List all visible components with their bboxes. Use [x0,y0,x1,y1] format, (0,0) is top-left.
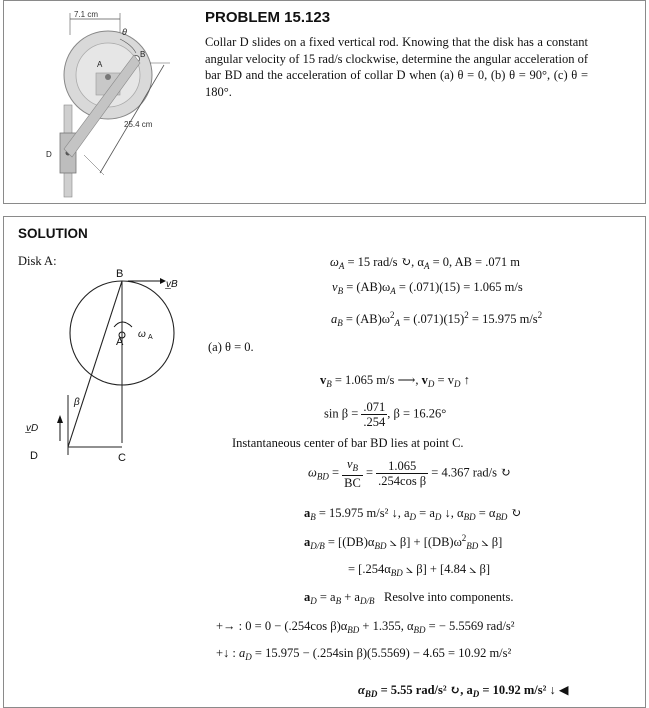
sketch-label-omega-sub: A [148,334,153,341]
pin-a [105,74,111,80]
eq-adb-2: = [$.254\alpha_{BD}$ ⦣ β] + [4.84 ⦣ β] [348,562,491,578]
fig-label-b: B [140,50,146,59]
final-answer: $\alpha_{BD} = 5.55$ rad/s² ↻, $a_D = 10.92$ m/s² ↓ ◀ [358,683,569,699]
sketch-label-vd: v̲D [26,423,39,434]
eq-omega: $\omega_A = 15$ rad/s ↻, $\alpha_A = 0$, AB = .071 m [330,255,520,271]
problem-panel [3,0,646,204]
dim-top-label: 7.1 cm [74,10,99,19]
sketch-label-b: B [116,268,124,280]
case-a: (a) θ = 0. [208,340,254,354]
eq-velocities: $v_B = 1.065$ m/s ⟶, $v_D = v_D$ ↑ [320,373,470,389]
eq-sin-beta: sin β = $\frac{.071}{.254}$ , β = 16.26° [324,400,447,429]
eq-accels: $a_B = 15.975$ m/s² ↓, $a_D = a_D$ ↓, $\alpha_{BD} = \alpha_{BD}$ ↻ [304,506,522,522]
ic-text: Instantaneous center of bar BD lies at point C. [232,436,464,450]
eq-comp-x: +→ : 0 = 0 − (.254cos $\beta)\alpha_{BD} + 1.355$, $\alpha_{BD}$ = − 5.5569 rad/s² [216,619,515,635]
problem-figure [12,5,202,200]
fig-label-a: A [97,60,103,69]
eq-ab: $a_B = (AB)\omega^2_A = (.071)(15)^2 = 15.975$ $m/s^2$ [331,310,543,328]
solution-sketch [22,265,182,465]
eq-ad-sum: $a_D = a_B + a_{D/B}$ [304,590,375,606]
eq-adb-1: $a_{D/B} = [(DB)\alpha_{BD}$ ⦣ $\beta] + [(DB)\omega^2_{BD}$ ⦣ β] [304,533,503,551]
dim-bar-label: 25.4 cm [124,120,153,129]
sketch-label-a: A [116,336,124,348]
sketch-label-beta: β [74,397,80,408]
sketch-bar [68,281,122,447]
sketch-label-omega: ω [138,329,146,340]
eq-omega-bd: $\omega_{BD}$ = $\frac{v_B}{BC}$ = $\frac{1.065}{\text{.254cos β}}$ = 4.367 rad/s ↻ [308,457,511,490]
sketch-label-vb: v̲B [166,279,178,290]
eq-vb: $v_B = (AB)\omega_A = (.071)(15) = 1.065$ m/s [332,280,523,296]
problem-title: PROBLEM 15.123 [205,9,331,26]
problem-text: Collar D slides on a fixed vertical rod. Knowing that the disk has a constant angular velocity of 15 rad/s clockwise, determine the angular acceleration of bar BD and the acceleration of collar D when (a) θ = 0, (b) θ = 90°, (c) θ = 180°. [205,35,588,99]
disk-label: Disk A: [18,254,57,268]
fig-label-theta: θ [122,27,127,37]
sketch-label-d: D [30,450,38,462]
eq-comp-y: +↓ : $a_D = 15.975 - (.254\sin$ β)(5.5569) − 4.65 = 10.92 m/s² [216,646,512,662]
fig-label-d: D [46,150,52,159]
resolve-text: Resolve into components. [384,590,514,604]
solution-panel [3,216,646,708]
sketch-label-c: C [118,452,126,464]
solution-heading: SOLUTION [18,226,88,241]
